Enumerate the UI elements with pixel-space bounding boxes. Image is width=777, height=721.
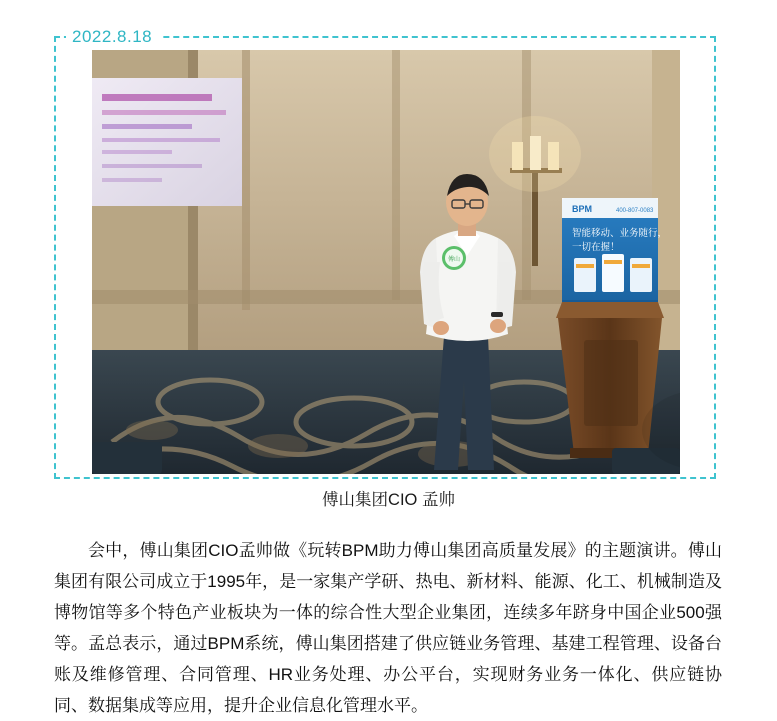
article-body [54, 535, 722, 721]
svg-text:一切在握！: 一切在握！ [572, 242, 620, 253]
photo-illustration [92, 50, 680, 474]
svg-text:400-807-0083: 400-807-0083 [616, 208, 654, 214]
svg-text:BPM: BPM [572, 204, 592, 214]
date-badge: 2022.8.18 [66, 26, 160, 48]
photo-caption: 傅山集团CIO 孟帅 [322, 491, 455, 509]
svg-text:智能移动、业务随行，: 智能移动、业务随行， [572, 228, 668, 239]
speaker-photo [92, 50, 680, 474]
article-paragraph: 会中，傅山集团CIO孟帅做《玩转BPM助力傅山集团高质量发展》的主题演讲。傅山集团有限公司成立于1995年，是一家集产学研、热电、新材料、能源、化工、机械制造及博物馆等多个特色产业板块为一体的综合性大型企业集团，连续多年跻身中国企业500强等。孟总表示，通过BPM系统，傅山集团搭建了供应链业务管理、基建工程管理、设备台账及维修管理、合同管理、HR业务处理、办公平台，实现财务业务一体化、供应链协同、数据集成等应用，提升企业信息化管理水平。 [54, 541, 722, 715]
svg-text:傅山: 傅山 [447, 257, 461, 263]
